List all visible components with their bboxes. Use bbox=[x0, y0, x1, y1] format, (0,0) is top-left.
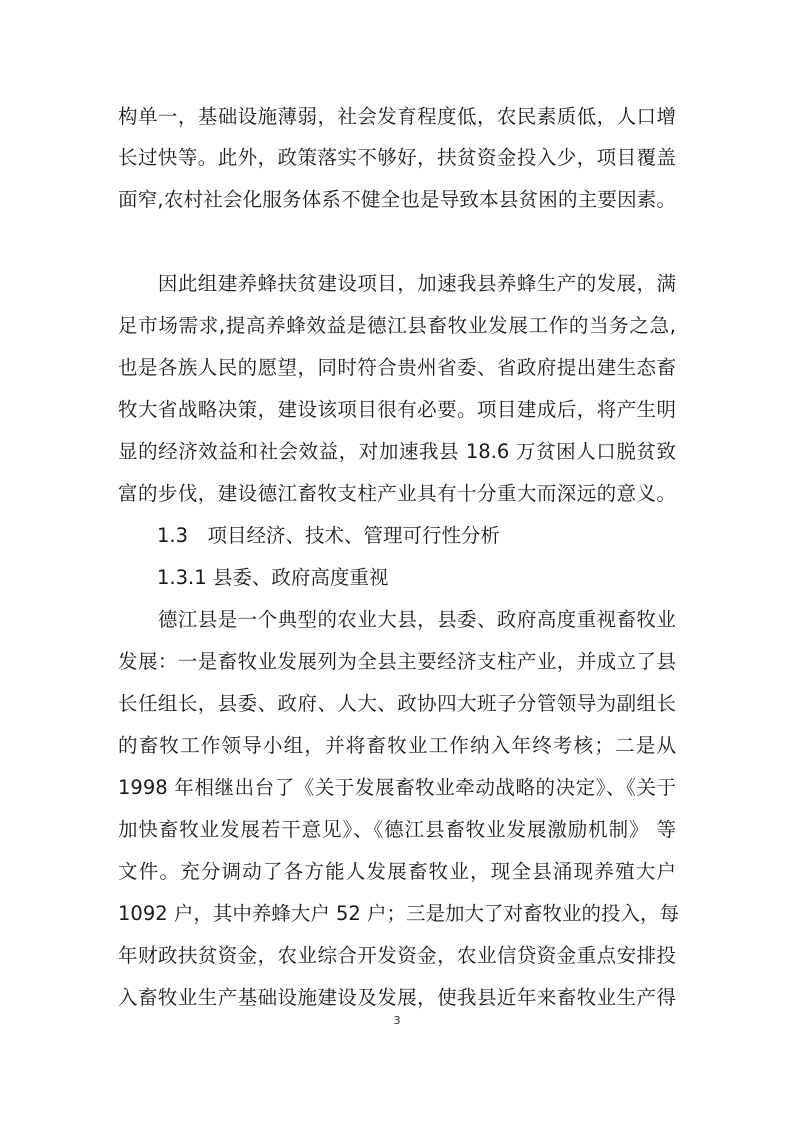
body-text-line: 1092 户，其中养蜂大户 52 户；三是加大了对畜牧业的投入，每 bbox=[118, 902, 680, 925]
body-text-line: 德江县是一个典型的农业大县，县委、政府高度重视畜牧业 bbox=[118, 608, 676, 631]
body-text-line: 足市场需求,提高养蜂效益是德江县畜牧业发展工作的当务之急, bbox=[118, 314, 676, 337]
body-text-line: 构单一，基础设施薄弱，社会发育程度低，农民素质低，人口增 bbox=[118, 105, 676, 128]
body-text-line: 也是各族人民的愿望，同时符合贵州省委、省政府提出建生态畜 bbox=[118, 356, 676, 379]
body-text-line: 入畜牧业生产基础设施建设及发展，使我县近年来畜牧业生产得 bbox=[118, 986, 676, 1009]
body-text-line: 的畜牧工作领导小组，并将畜牧业工作纳入年终考核；二是从 bbox=[118, 734, 676, 757]
body-text-line: 因此组建养蜂扶贫建设项目，加速我县养蜂生产的发展，满 bbox=[118, 272, 676, 295]
body-text-line: 年财政扶贫资金，农业综合开发资金，农业信贷资金重点安排投 bbox=[118, 944, 676, 967]
body-text-line: 加快畜牧业发展若干意见》、《德江县畜牧业发展激励机制》 等 bbox=[118, 818, 676, 841]
body-text-line: 发展：一是畜牧业发展列为全县主要经济支柱产业，并成立了县 bbox=[118, 650, 676, 673]
subsection-heading: 1.3.1 县委、政府高度重视 bbox=[118, 566, 389, 589]
body-text-line: 面窄,农村社会化服务体系不健全也是导致本县贫困的主要因素。 bbox=[118, 188, 676, 211]
body-text-line: 长过快等。此外，政策落实不够好，扶贫资金投入少，项目覆盖 bbox=[118, 146, 676, 169]
body-text-line: 长任组长，县委、政府、人大、政协四大班子分管领导为副组长 bbox=[118, 692, 676, 715]
body-text-line: 富的步伐，建设德江畜牧支柱产业具有十分重大而深远的意义。 bbox=[118, 482, 676, 505]
section-heading: 1.3 项目经济、技术、管理可行性分析 bbox=[118, 524, 501, 547]
body-text-line: 显的经济效益和社会效益，对加速我县 18.6 万贫困人口脱贫致 bbox=[118, 440, 676, 463]
body-text-line: 牧大省战略决策，建设该项目很有必要。项目建成后，将产生明 bbox=[118, 398, 676, 421]
page-number: 3 bbox=[393, 1014, 401, 1027]
body-text-line: 1998 年相继出台了《关于发展畜牧业牵动战略的决定》、《关于 bbox=[118, 776, 676, 799]
body-text-line: 文件。充分调动了各方能人发展畜牧业，现全县涌现养殖大户 bbox=[118, 860, 676, 883]
